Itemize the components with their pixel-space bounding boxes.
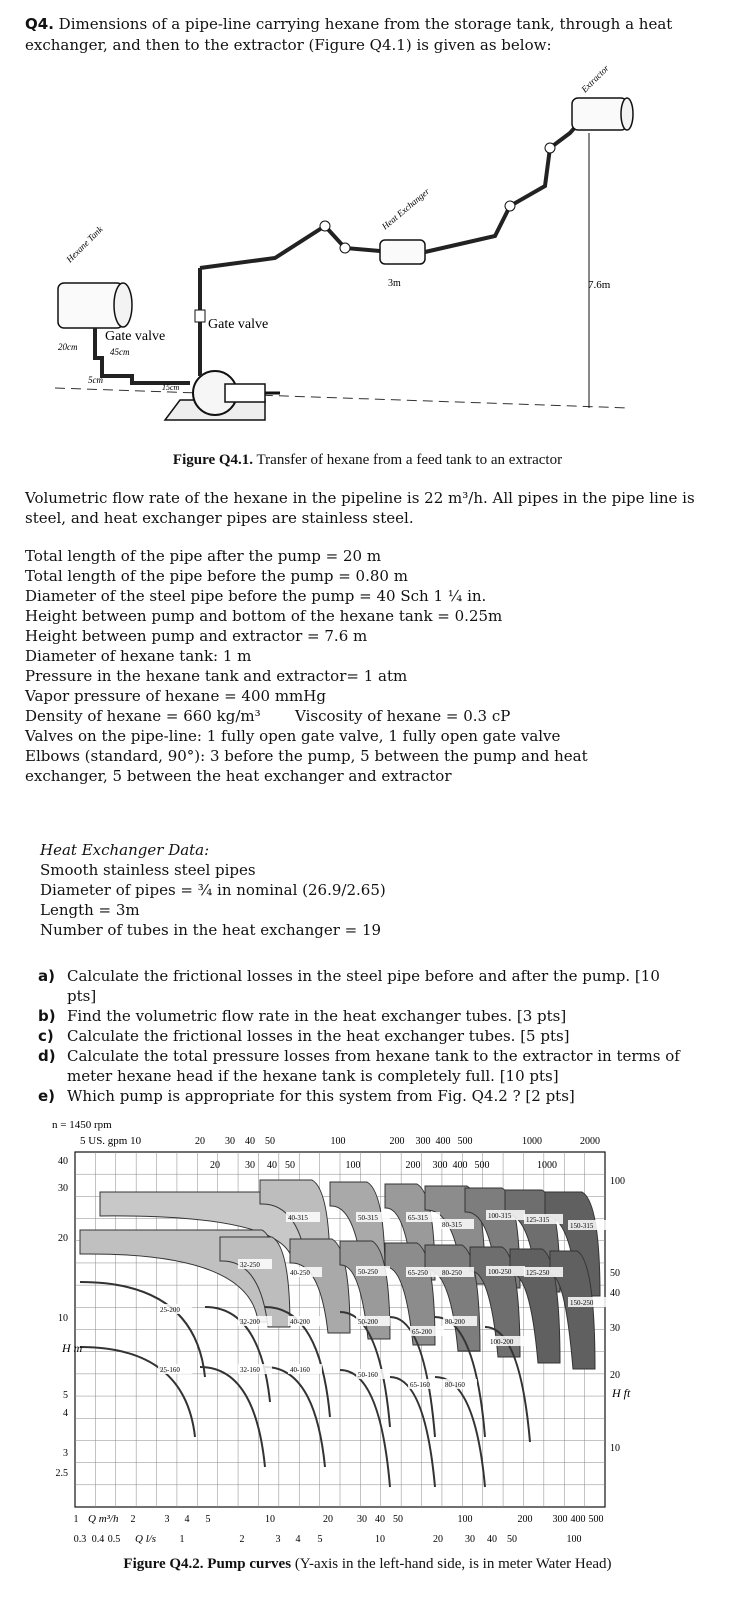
dim-3m-label: 3m <box>388 278 401 289</box>
q-m3h-tick: 2 <box>130 1514 136 1525</box>
fact-height-extractor: Height between pump and extractor = 7.6 m <box>25 627 368 645</box>
q-ls-tick: 10 <box>375 1534 385 1545</box>
pump-label: 80-200 <box>445 1318 465 1326</box>
figure2-caption-text: (Y-axis in the left-hand side, is in meter Water Head) <box>291 1556 612 1572</box>
h-m-tick: 20 <box>58 1233 68 1244</box>
q-ls-tick: 40 <box>487 1534 497 1545</box>
heat-exchanger-data <box>40 840 660 940</box>
im-gpm-tick: 30 <box>245 1160 255 1171</box>
pump-label: 32-160 <box>240 1366 260 1374</box>
us-gpm-tick: 300 <box>415 1136 431 1147</box>
im-gpm-tick: 300 <box>432 1160 448 1171</box>
extractor <box>572 98 633 130</box>
h-ft-axis-label: H ft <box>612 1386 631 1400</box>
fact-diameter-tank: Diameter of hexane tank: 1 m <box>25 647 252 665</box>
q-m3h-tick: 10 <box>265 1514 275 1525</box>
question-number: Q4. <box>25 15 54 33</box>
pump-label: 50-200 <box>358 1318 378 1326</box>
pump-label: 65-160 <box>410 1381 430 1389</box>
h-ft-tick: 10 <box>610 1443 620 1454</box>
h-m-tick: 2.5 <box>55 1468 68 1479</box>
q-m3h-tick: 200 <box>517 1514 533 1525</box>
h-m-axis-label: H m <box>62 1341 83 1355</box>
dim-20cm-label: 20cm <box>58 342 78 352</box>
us-gpm-tick: 200 <box>389 1136 405 1147</box>
q-ls-tick: 50 <box>507 1534 517 1545</box>
dim-7-6m-label: 7.6m <box>588 279 611 291</box>
fact-density-viscosity <box>25 706 715 726</box>
us-gpm-tick: 100 <box>330 1136 346 1147</box>
q-ls-tick: 2 <box>239 1534 245 1545</box>
question-text: Which pump is appropriate for this system from Fig. Q4.2 ? [2 pts] <box>67 1087 575 1105</box>
pump-label: 65-250 <box>408 1269 428 1277</box>
fact-diameter-steel: Diameter of the steel pipe before the pump = 40 Sch 1 ¼ in. <box>25 587 487 605</box>
fact-viscosity: Viscosity of hexane = 0.3 cP <box>295 707 511 725</box>
us-gpm-label: 5 US. gpm 10 <box>80 1135 142 1147</box>
fact-pressure: Pressure in the hexane tank and extractor= 1 atm <box>25 667 408 685</box>
pipeline-figure <box>40 58 650 448</box>
questions-list <box>38 966 688 1106</box>
pump-label: 80-250 <box>442 1269 462 1277</box>
h-m-tick: 3 <box>63 1448 68 1459</box>
pump-label: 40-250 <box>290 1269 310 1277</box>
fact-height-tank: Height between pump and bottom of the hexane tank = 0.25m <box>25 607 503 625</box>
pump-label: 32-200 <box>240 1318 260 1326</box>
pump-label: 25-200 <box>160 1306 180 1314</box>
us-gpm-tick: 20 <box>195 1136 205 1147</box>
pump-label: 100-250 <box>488 1268 512 1276</box>
figure2-caption-bold: Figure Q4.2. Pump curves <box>123 1556 292 1572</box>
pump-label: 40-315 <box>288 1214 308 1222</box>
gate-valve-2-label: Gate valve <box>208 317 269 332</box>
question-item <box>38 966 688 1006</box>
q-m3h-tick: 1 <box>73 1514 79 1525</box>
pump-curves-figure <box>40 1112 660 1552</box>
fact-total-before: Total length of the pipe before the pump = 0.80 m <box>25 567 408 585</box>
im-gpm-tick: 40 <box>267 1160 277 1171</box>
question-item <box>38 1046 688 1086</box>
h-m-tick: 10 <box>58 1313 68 1324</box>
pump-label: 150-250 <box>570 1299 594 1307</box>
q-m3h-axis-label: Q m³/h <box>88 1513 119 1525</box>
heat-exchanger-label: Heat Exchanger <box>379 186 432 232</box>
question-text: Calculate the total pressure losses from hexane tank to the extractor in terms of meter hexane head if the hexane tank is completely full. [10 pts] <box>67 1047 680 1085</box>
pump-label: 80-160 <box>445 1381 465 1389</box>
pump-label: 40-200 <box>290 1318 310 1326</box>
question-text: Dimensions of a pipe-line carrying hexane from the storage tank, through a heat exchanger, and then to the extractor (Figure Q4.1) is given as below: <box>25 15 673 54</box>
question-item <box>38 1026 688 1046</box>
figure1-caption-bold: Figure Q4.1. <box>172 452 254 468</box>
question-label: e) <box>38 1087 56 1105</box>
h-m-tick: 5 <box>63 1390 68 1401</box>
h-ft-tick: 50 <box>610 1268 620 1279</box>
gate-valve-1-label: Gate valve <box>105 329 166 344</box>
q-m3h-tick: 100 <box>457 1514 473 1525</box>
h-ft-tick: 30 <box>610 1323 620 1334</box>
question-text: Calculate the frictional losses in the heat exchanger tubes. [5 pts] <box>67 1027 570 1045</box>
pump-label: 40-160 <box>290 1366 310 1374</box>
fact-density: Density of hexane = 660 kg/m³ <box>25 707 261 725</box>
q-ls-tick: 0.3 <box>73 1534 87 1545</box>
q-m3h-tick: 400 <box>570 1514 586 1525</box>
figure2-caption <box>0 1556 735 1573</box>
pump-label: 150-315 <box>570 1222 594 1230</box>
h-m-tick: 40 <box>58 1156 68 1167</box>
hx-length: Length = 3m <box>40 901 140 919</box>
pump-label: 32-250 <box>240 1261 260 1269</box>
fact-valves: Valves on the pipe-line: 1 fully open gate valve, 1 fully open gate valve <box>25 727 561 745</box>
figure1-caption-text: Transfer of hexane from a feed tank to an extractor <box>253 452 563 468</box>
pump-label: 50-160 <box>358 1371 378 1379</box>
h-m-tick: 4 <box>63 1408 68 1419</box>
q-m3h-tick: 3 <box>164 1514 170 1525</box>
q-m3h-tick: 50 <box>393 1514 403 1525</box>
q-m3h-tick: 20 <box>323 1514 333 1525</box>
question-label: c) <box>38 1027 54 1045</box>
pump-label: 100-200 <box>490 1338 514 1346</box>
q-ls-tick: 0.4 <box>91 1534 105 1545</box>
dim-5cm-label: 5cm <box>88 375 103 385</box>
pump-label: 25-160 <box>160 1366 180 1374</box>
im-gpm-tick: 20 <box>210 1160 220 1171</box>
tank-label: Hexane Tank <box>64 224 105 265</box>
pump-label: 65-315 <box>408 1214 428 1222</box>
q-ls-tick: 3 <box>275 1534 281 1545</box>
q-m3h-tick: 300 <box>552 1514 568 1525</box>
dim-45cm-label: 45cm <box>110 347 130 357</box>
pump-label: 80-315 <box>442 1221 462 1229</box>
h-m-tick: 30 <box>58 1183 68 1194</box>
hx-diameter: Diameter of pipes = ¾ in nominal (26.9/2.65) <box>40 881 386 899</box>
pump-label: 65-200 <box>412 1328 432 1336</box>
q-m3h-tick: 4 <box>184 1514 190 1525</box>
q-ls-tick: 1 <box>179 1534 185 1545</box>
pump <box>165 371 280 420</box>
q-ls-tick: 100 <box>566 1534 582 1545</box>
figure1-caption <box>0 452 735 469</box>
us-gpm-tick: 2000 <box>580 1136 600 1147</box>
q-m3h-tick: 40 <box>375 1514 385 1525</box>
question-item <box>38 1086 688 1106</box>
q-ls-tick: 5 <box>317 1534 323 1545</box>
facts-list <box>25 546 715 786</box>
pump-label: 125-250 <box>526 1269 550 1277</box>
fact-elbows: Elbows (standard, 90°): 3 before the pump, 5 between the pump and heat exchanger, 5 between the heat exchanger and extractor <box>25 747 588 785</box>
pump-label: 50-315 <box>358 1214 378 1222</box>
us-gpm-tick: 50 <box>265 1136 275 1147</box>
us-gpm-tick: 40 <box>245 1136 255 1147</box>
question-heading <box>25 14 705 56</box>
hexane-tank <box>58 283 132 328</box>
us-gpm-tick: 500 <box>457 1136 473 1147</box>
h-ft-tick: 20 <box>610 1370 620 1381</box>
us-gpm-tick: 30 <box>225 1136 235 1147</box>
heat-exchanger <box>380 240 425 264</box>
fact-total-after: Total length of the pipe after the pump = 20 m <box>25 547 382 565</box>
question-label: d) <box>38 1047 56 1065</box>
question-text: Find the volumetric flow rate in the heat exchanger tubes. [3 pts] <box>67 1007 567 1025</box>
q-ls-tick: 30 <box>465 1534 475 1545</box>
im-gpm-tick: 1000 <box>537 1160 557 1171</box>
q-m3h-tick: 30 <box>357 1514 367 1525</box>
dim-15cm-label: 15cm <box>162 383 180 392</box>
q-ls-tick: 4 <box>295 1534 301 1545</box>
h-ft-tick: 40 <box>610 1288 620 1299</box>
hx-material: Smooth stainless steel pipes <box>40 861 256 879</box>
speed-label: n = 1450 rpm <box>52 1119 112 1131</box>
im-gpm-tick: 200 <box>405 1160 421 1171</box>
q-ls-axis-label: Q l/s <box>135 1533 157 1545</box>
im-gpm-tick: 500 <box>474 1160 490 1171</box>
im-gpm-tick: 100 <box>345 1160 361 1171</box>
fact-vapor: Vapor pressure of hexane = 400 mmHg <box>25 687 326 705</box>
q-m3h-tick: 500 <box>588 1514 604 1525</box>
question-item <box>38 1006 688 1026</box>
hx-tubes: Number of tubes in the heat exchanger = 19 <box>40 921 382 939</box>
question-text: Calculate the frictional losses in the steel pipe before and after the pump. [10 pts] <box>67 967 660 1005</box>
us-gpm-tick: 400 <box>435 1136 451 1147</box>
intro-paragraph: Volumetric flow rate of the hexane in the pipeline is 22 m³/h. All pipes in the pipe line is steel, and heat exchanger pipes are stainless steel. <box>25 489 695 527</box>
us-gpm-tick: 1000 <box>522 1136 542 1147</box>
question-label: b) <box>38 1007 56 1025</box>
pump-label: 100-315 <box>488 1212 512 1220</box>
pump-label: 50-250 <box>358 1268 378 1276</box>
extractor-label: Extractor <box>579 62 611 95</box>
q-ls-tick: 20 <box>433 1534 443 1545</box>
question-label: a) <box>38 967 55 985</box>
im-gpm-tick: 50 <box>285 1160 295 1171</box>
hx-title: Heat Exchanger Data: <box>40 841 210 859</box>
q-ls-tick: 0.5 <box>107 1534 121 1545</box>
pump-label: 125-315 <box>526 1216 550 1224</box>
im-gpm-tick: 400 <box>452 1160 468 1171</box>
q-m3h-tick: 5 <box>205 1514 211 1525</box>
h-ft-tick: 100 <box>610 1176 625 1187</box>
